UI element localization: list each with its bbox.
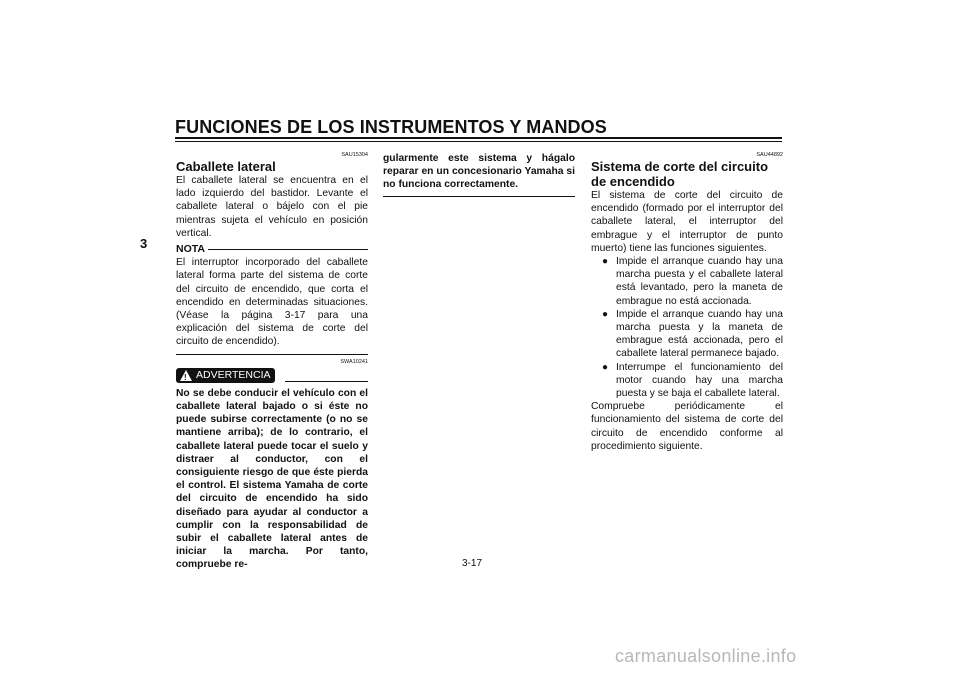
page-number: 3-17 (462, 558, 483, 569)
outro-paragraph: Compruebe periódicamente el funcionamiento del sistema de corte del circuito de encendido conforme al procedimiento siguiente. (591, 401, 783, 452)
header-rule (175, 137, 782, 139)
intro-paragraph: El sistema de corte del circuito de encendido (formado por el interruptor del caballete lateral, el interruptor del embrague y el interruptor de punto muerto) tiene las funciones siguientes. (591, 190, 783, 254)
column-3 (591, 152, 783, 453)
warning-end-rule (383, 196, 575, 197)
header-rule-thin (175, 141, 782, 142)
warning-rule (285, 381, 369, 382)
note-end-rule (176, 354, 368, 355)
warning-header (176, 368, 368, 383)
column-1 (176, 152, 368, 572)
body-paragraph: El caballete lateral se encuentra en el lado izquierdo del bastidor. Levante el caballete lateral o bájelo con el pie mientras sujeta el vehículo en posición vertical. (176, 175, 368, 239)
warning-text-continued: gularmente este sistema y hágalo reparar en un concesionario Yamaha si no funciona correctamente. (383, 153, 575, 191)
list-item: ● Interrumpe el funcionamiento del motor cuando hay una marcha puesta y se baja el caballete lateral. (602, 361, 783, 401)
list-item: ● Impide el arranque cuando hay una marcha puesta y la maneta de embrague está accionada, pero el caballete lateral permanece bajado. (602, 308, 783, 361)
section-heading: Caballete lateral (176, 159, 276, 174)
list-item: ● Impide el arranque cuando hay una marcha puesta y el caballete lateral está levantado, pero la maneta de embrague no está accionada. (602, 255, 783, 308)
warning-icon: ! (180, 370, 192, 381)
warning-badge (176, 368, 275, 383)
page-title: FUNCIONES DE LOS INSTRUMENTOS Y MANDOS (175, 117, 607, 137)
warning-label: ADVERTENCIA (196, 368, 271, 381)
function-list (591, 255, 783, 400)
chapter-tab: 3 (140, 236, 148, 251)
section-heading: Sistema de corte del circuito de encendido (591, 159, 769, 189)
section-code: SAU44892 (756, 152, 783, 158)
warning-text: No se debe conducir el vehículo con el caballete lateral bajado o si éste no puede subirse correctamente (o no se mantiene arriba); de lo contrario, el caballete lateral puede tocar el suelo y distraer al conductor, con el consiguiente riesgo de que éste pierda el control. El sistema Yamaha de corte del circuito de encendido ha sido diseñado para ayudar al conductor a cumplir con la responsabilidad de subir el caballete lateral antes de iniciar la marcha. Por tanto, compruebe re- (176, 387, 368, 571)
section-code: SAU15304 (341, 152, 368, 158)
watermark: carmanualsonline.info (615, 646, 797, 666)
column-2 (383, 152, 575, 197)
note-label: NOTA (176, 243, 205, 256)
note-rule (208, 249, 368, 250)
note-header (176, 243, 368, 256)
warning-code: SWA10241 (340, 358, 368, 365)
note-text: El interruptor incorporado del caballete lateral forma parte del sistema de corte del circuito de encendido, que corta el encendido en determinadas situaciones. (Véase la página 3-17 para una explicación del sistema de corte del circuito de encendido). (176, 257, 368, 348)
